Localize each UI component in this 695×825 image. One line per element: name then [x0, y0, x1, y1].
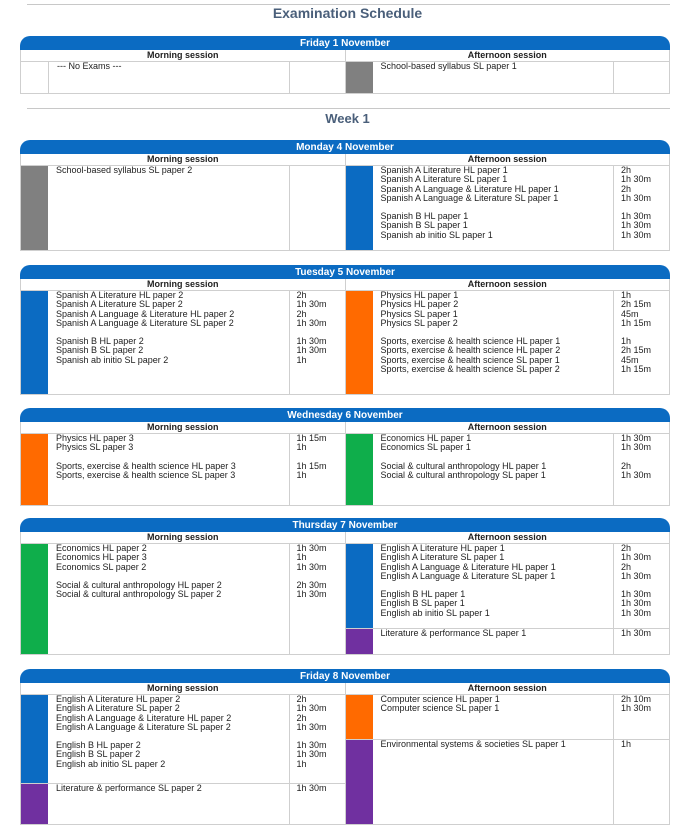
exam-name: Economics SL paper 1	[380, 442, 471, 453]
exam-duration: 1h 15m	[613, 319, 669, 328]
exam-row	[373, 609, 670, 618]
exam-name: Sports, exercise & health science HL paper 1	[380, 336, 561, 347]
exam-name: Spanish A Language & Literature HL paper 2	[56, 308, 235, 319]
exam-duration: 1h 30m	[289, 563, 345, 572]
exam-name: Economics SL paper 2	[56, 561, 147, 572]
exam-duration: 1h 30m	[289, 337, 345, 346]
exam-duration: 1h 15m	[289, 462, 345, 471]
exam-name: Literature & performance SL paper 2	[56, 783, 202, 793]
week-heading: Week 1	[325, 111, 370, 126]
exam-name: English A Literature SL paper 1	[380, 552, 505, 563]
exam-name: Spanish A Language & Literature SL paper 1	[380, 192, 559, 203]
subject-block	[346, 739, 670, 824]
exam-duration: 1h	[613, 740, 669, 749]
afternoon-session-header: Afternoon session	[346, 154, 670, 166]
exam-name: Sports, exercise & health science SL paper 1	[380, 354, 560, 365]
exam-name: English A Language & Literature HL paper 1	[380, 561, 556, 572]
exam-duration: 1h 30m	[613, 175, 669, 184]
exam-duration: 2h 15m	[613, 300, 669, 309]
exam-row	[373, 231, 670, 240]
exam-row	[48, 760, 345, 769]
exam-duration	[613, 62, 669, 71]
day-header: Thursday 7 November	[20, 518, 670, 532]
exam-row	[373, 319, 670, 328]
exam-duration: 1h 30m	[613, 434, 669, 443]
exam-list	[373, 291, 670, 394]
exam-list	[48, 544, 345, 654]
afternoon-session	[345, 279, 670, 394]
subject-block	[21, 434, 345, 505]
exam-list	[48, 695, 345, 783]
exam-duration: 1h	[613, 291, 669, 300]
exam-duration: 1h 30m	[289, 544, 345, 553]
exam-name: Computer science SL paper 1	[380, 703, 500, 714]
exam-name: Environmental systems & societies SL paper 1	[380, 739, 566, 749]
subject-block	[346, 166, 670, 250]
subject-block	[346, 291, 670, 394]
afternoon-session-header: Afternoon session	[346, 683, 670, 695]
day-header: Tuesday 5 November	[20, 265, 670, 279]
exam-name: Physics HL paper 3	[56, 433, 134, 443]
subject-color-swatch	[21, 62, 49, 93]
day-header: Monday 4 November	[20, 140, 670, 154]
exam-name: Spanish B SL paper 1	[380, 220, 468, 231]
exam-duration: 1h 30m	[613, 471, 669, 480]
exam-name: English A Literature HL paper 2	[56, 694, 181, 704]
exam-name: Computer science HL paper 1	[380, 694, 500, 704]
exam-name: Social & cultural anthropology SL paper 1	[380, 469, 546, 480]
exam-name: Social & cultural anthropology HL paper 1	[380, 460, 547, 471]
exam-duration: 1h 30m	[613, 194, 669, 203]
subject-block	[346, 544, 670, 628]
morning-session	[21, 154, 345, 250]
exam-duration: 2h	[289, 291, 345, 300]
exam-duration: 1h 30m	[289, 300, 345, 309]
subject-color-swatch	[346, 291, 373, 394]
exam-name: --- No Exams ---	[57, 61, 122, 71]
afternoon-session-header: Afternoon session	[346, 50, 670, 62]
exam-list	[48, 434, 345, 505]
subject-block	[21, 166, 345, 250]
exam-list	[48, 166, 345, 250]
sessions	[20, 50, 670, 94]
exam-name: Economics HL paper 3	[56, 552, 147, 563]
exam-row	[48, 563, 345, 572]
exam-name: Physics HL paper 1	[380, 290, 459, 300]
sessions	[20, 279, 670, 395]
exam-duration: 1h 30m	[613, 629, 669, 638]
page-title: Examination Schedule	[272, 5, 423, 21]
exam-duration: 1h 30m	[289, 346, 345, 355]
exam-row	[373, 572, 670, 581]
subject-color-swatch	[346, 695, 373, 739]
exam-duration: 1h 15m	[289, 434, 345, 443]
sessions	[20, 422, 670, 506]
exam-list	[373, 629, 670, 654]
exam-list	[373, 434, 670, 505]
exam-name: Literature & performance SL paper 1	[380, 628, 527, 638]
day-schedule	[20, 408, 670, 506]
exam-duration: 1h 30m	[289, 704, 345, 713]
exam-name: Physics SL paper 3	[56, 442, 134, 453]
exam-duration: 1h	[613, 337, 669, 346]
exam-row	[48, 443, 345, 452]
exam-duration: 1h 30m	[613, 443, 669, 452]
subject-color-swatch	[21, 166, 48, 250]
exam-row	[373, 194, 670, 203]
exam-name: Physics SL paper 1	[380, 308, 458, 319]
exam-duration: 1h	[289, 471, 345, 480]
exam-row	[49, 62, 345, 71]
morning-session	[21, 532, 345, 654]
week-divider	[27, 108, 670, 109]
exam-duration: 2h	[289, 695, 345, 704]
exam-duration: 1h 30m	[613, 704, 669, 713]
exam-name: English ab initio SL paper 1	[380, 607, 490, 618]
exam-name: English A Literature SL paper 2	[56, 703, 180, 714]
exam-list	[373, 166, 670, 250]
day-schedule	[20, 518, 670, 655]
exam-row	[48, 471, 345, 480]
subject-block	[21, 291, 345, 394]
sessions	[20, 683, 670, 825]
exam-name: Spanish ab initio SL paper 1	[380, 229, 493, 240]
exam-duration: 1h 30m	[289, 590, 345, 599]
afternoon-session	[345, 50, 670, 93]
exam-duration: 1h	[289, 760, 345, 769]
exam-duration: 1h	[289, 553, 345, 562]
exam-duration	[289, 166, 345, 175]
day-schedule	[20, 265, 670, 395]
exam-duration: 1h 30m	[289, 319, 345, 328]
exam-name: Physics SL paper 2	[380, 317, 458, 328]
exam-duration: 45m	[613, 356, 669, 365]
exam-name: Physics HL paper 2	[380, 299, 459, 310]
exam-name: Spanish B HL paper 2	[56, 336, 144, 347]
exam-name: School-based syllabus SL paper 2	[56, 165, 193, 175]
sessions	[20, 154, 670, 251]
exam-duration: 2h	[613, 462, 669, 471]
subject-block	[21, 783, 345, 824]
exam-duration: 2h	[613, 563, 669, 572]
exam-duration: 2h 15m	[613, 346, 669, 355]
exam-list	[48, 291, 345, 394]
exam-row	[373, 704, 670, 713]
day-schedule	[20, 140, 670, 251]
exam-list	[49, 62, 345, 93]
exam-duration: 2h	[289, 310, 345, 319]
exam-row	[373, 629, 670, 638]
exam-name: English B SL paper 2	[56, 749, 141, 760]
day-header: Friday 8 November	[20, 669, 670, 683]
subject-block	[346, 62, 670, 93]
subject-color-swatch	[21, 695, 48, 783]
exam-row	[373, 365, 670, 374]
subject-block	[21, 62, 345, 93]
exam-name: Spanish B SL paper 2	[56, 345, 144, 356]
exam-list	[48, 784, 345, 824]
exam-name: School-based syllabus SL paper 1	[380, 61, 517, 71]
exam-duration: 1h 30m	[289, 784, 345, 793]
exam-name: English B HL paper 2	[56, 740, 141, 751]
afternoon-session	[345, 154, 670, 250]
afternoon-session-header: Afternoon session	[346, 422, 670, 434]
exam-name: Social & cultural anthropology HL paper 2	[56, 579, 222, 590]
exam-name: Spanish A Language & Literature HL paper 1	[380, 183, 559, 194]
day-schedule	[20, 669, 670, 825]
exam-row	[48, 356, 345, 365]
subject-block	[346, 695, 670, 739]
morning-session-header: Morning session	[21, 422, 345, 434]
exam-duration: 1h 30m	[613, 599, 669, 608]
exam-name: Social & cultural anthropology SL paper 2	[56, 589, 222, 600]
subject-block	[346, 434, 670, 505]
exam-duration: 1h 30m	[289, 723, 345, 732]
exam-name: English A Language & Literature SL paper 2	[56, 721, 231, 732]
afternoon-session	[345, 532, 670, 654]
exam-row	[48, 319, 345, 328]
exam-duration: 2h	[613, 544, 669, 553]
subject-color-swatch	[21, 544, 48, 654]
exam-list	[373, 544, 670, 628]
exam-duration: 1h 30m	[613, 221, 669, 230]
exam-name: Sports, exercise & health science HL paper 2	[380, 345, 561, 356]
morning-session-header: Morning session	[21, 279, 345, 291]
exam-duration	[289, 62, 345, 71]
day-schedule	[20, 36, 670, 94]
subject-color-swatch	[346, 166, 373, 250]
afternoon-session	[345, 422, 670, 505]
exam-list	[373, 695, 670, 739]
exam-duration: 1h 30m	[613, 212, 669, 221]
morning-session	[21, 422, 345, 505]
exam-name: Spanish A Language & Literature SL paper 2	[56, 317, 234, 328]
exam-name: English ab initio SL paper 2	[56, 758, 166, 769]
subject-color-swatch	[21, 784, 48, 824]
exam-name: English A Language & Literature HL paper 2	[56, 712, 232, 723]
exam-name: Spanish A Literature HL paper 2	[56, 290, 184, 300]
exam-row	[373, 740, 670, 749]
morning-session	[21, 683, 345, 824]
subject-block	[346, 628, 670, 654]
exam-row	[48, 166, 345, 175]
exam-duration: 45m	[613, 310, 669, 319]
day-header: Wednesday 6 November	[20, 408, 670, 422]
subject-color-swatch	[346, 62, 373, 93]
exam-row	[48, 590, 345, 599]
exam-duration: 1h	[289, 443, 345, 452]
exam-name: Spanish A Literature SL paper 2	[56, 299, 183, 310]
morning-session-header: Morning session	[21, 683, 345, 695]
exam-duration: 2h	[289, 714, 345, 723]
morning-session-header: Morning session	[21, 154, 345, 166]
subject-block	[21, 695, 345, 783]
exam-list	[373, 62, 670, 93]
exam-duration: 1h 30m	[613, 572, 669, 581]
exam-name: Sports, exercise & health science SL paper 3	[56, 469, 236, 480]
morning-session-header: Morning session	[21, 50, 345, 62]
exam-duration: 1h	[289, 356, 345, 365]
exam-duration: 1h 30m	[613, 609, 669, 618]
exam-name: Sports, exercise & health science SL paper 2	[380, 364, 560, 375]
subject-color-swatch	[21, 434, 48, 505]
sessions	[20, 532, 670, 655]
exam-name: English B SL paper 1	[380, 598, 465, 609]
exam-name: Spanish ab initio SL paper 2	[56, 354, 169, 365]
exam-name: Spanish B HL paper 1	[380, 211, 469, 222]
exam-name: English A Language & Literature SL paper 1	[380, 570, 556, 581]
exam-duration: 2h	[613, 166, 669, 175]
exam-duration: 1h 30m	[613, 231, 669, 240]
exam-name: English A Literature HL paper 1	[380, 543, 505, 553]
exam-row	[48, 723, 345, 732]
subject-color-swatch	[21, 291, 48, 394]
exam-duration: 1h 15m	[613, 365, 669, 374]
exam-row	[373, 443, 670, 452]
afternoon-session-header: Afternoon session	[346, 532, 670, 544]
morning-session	[21, 50, 345, 93]
exam-name: Economics HL paper 2	[56, 543, 147, 553]
subject-color-swatch	[346, 544, 373, 628]
exam-duration: 1h 30m	[613, 590, 669, 599]
afternoon-session	[345, 683, 670, 824]
exam-list	[373, 740, 670, 824]
exam-name: Economics HL paper 1	[380, 433, 472, 443]
exam-name: Sports, exercise & health science HL paper 3	[56, 460, 236, 471]
morning-session-header: Morning session	[21, 532, 345, 544]
subject-color-swatch	[346, 629, 373, 654]
subject-color-swatch	[346, 740, 373, 824]
exam-row	[373, 62, 670, 71]
exam-duration: 2h	[613, 185, 669, 194]
exam-row	[373, 471, 670, 480]
exam-duration: 1h 30m	[289, 750, 345, 759]
exam-row	[48, 784, 345, 793]
morning-session	[21, 279, 345, 394]
exam-duration: 2h 30m	[289, 581, 345, 590]
subject-color-swatch	[346, 434, 373, 505]
exam-name: English B HL paper 1	[380, 589, 466, 600]
exam-duration: 1h 30m	[289, 741, 345, 750]
afternoon-session-header: Afternoon session	[346, 279, 670, 291]
exam-duration: 2h 10m	[613, 695, 669, 704]
exam-name: Spanish A Literature HL paper 1	[380, 165, 508, 175]
exam-duration: 1h 30m	[613, 553, 669, 562]
subject-block	[21, 544, 345, 654]
day-header: Friday 1 November	[20, 36, 670, 50]
exam-name: Spanish A Literature SL paper 1	[380, 174, 508, 185]
